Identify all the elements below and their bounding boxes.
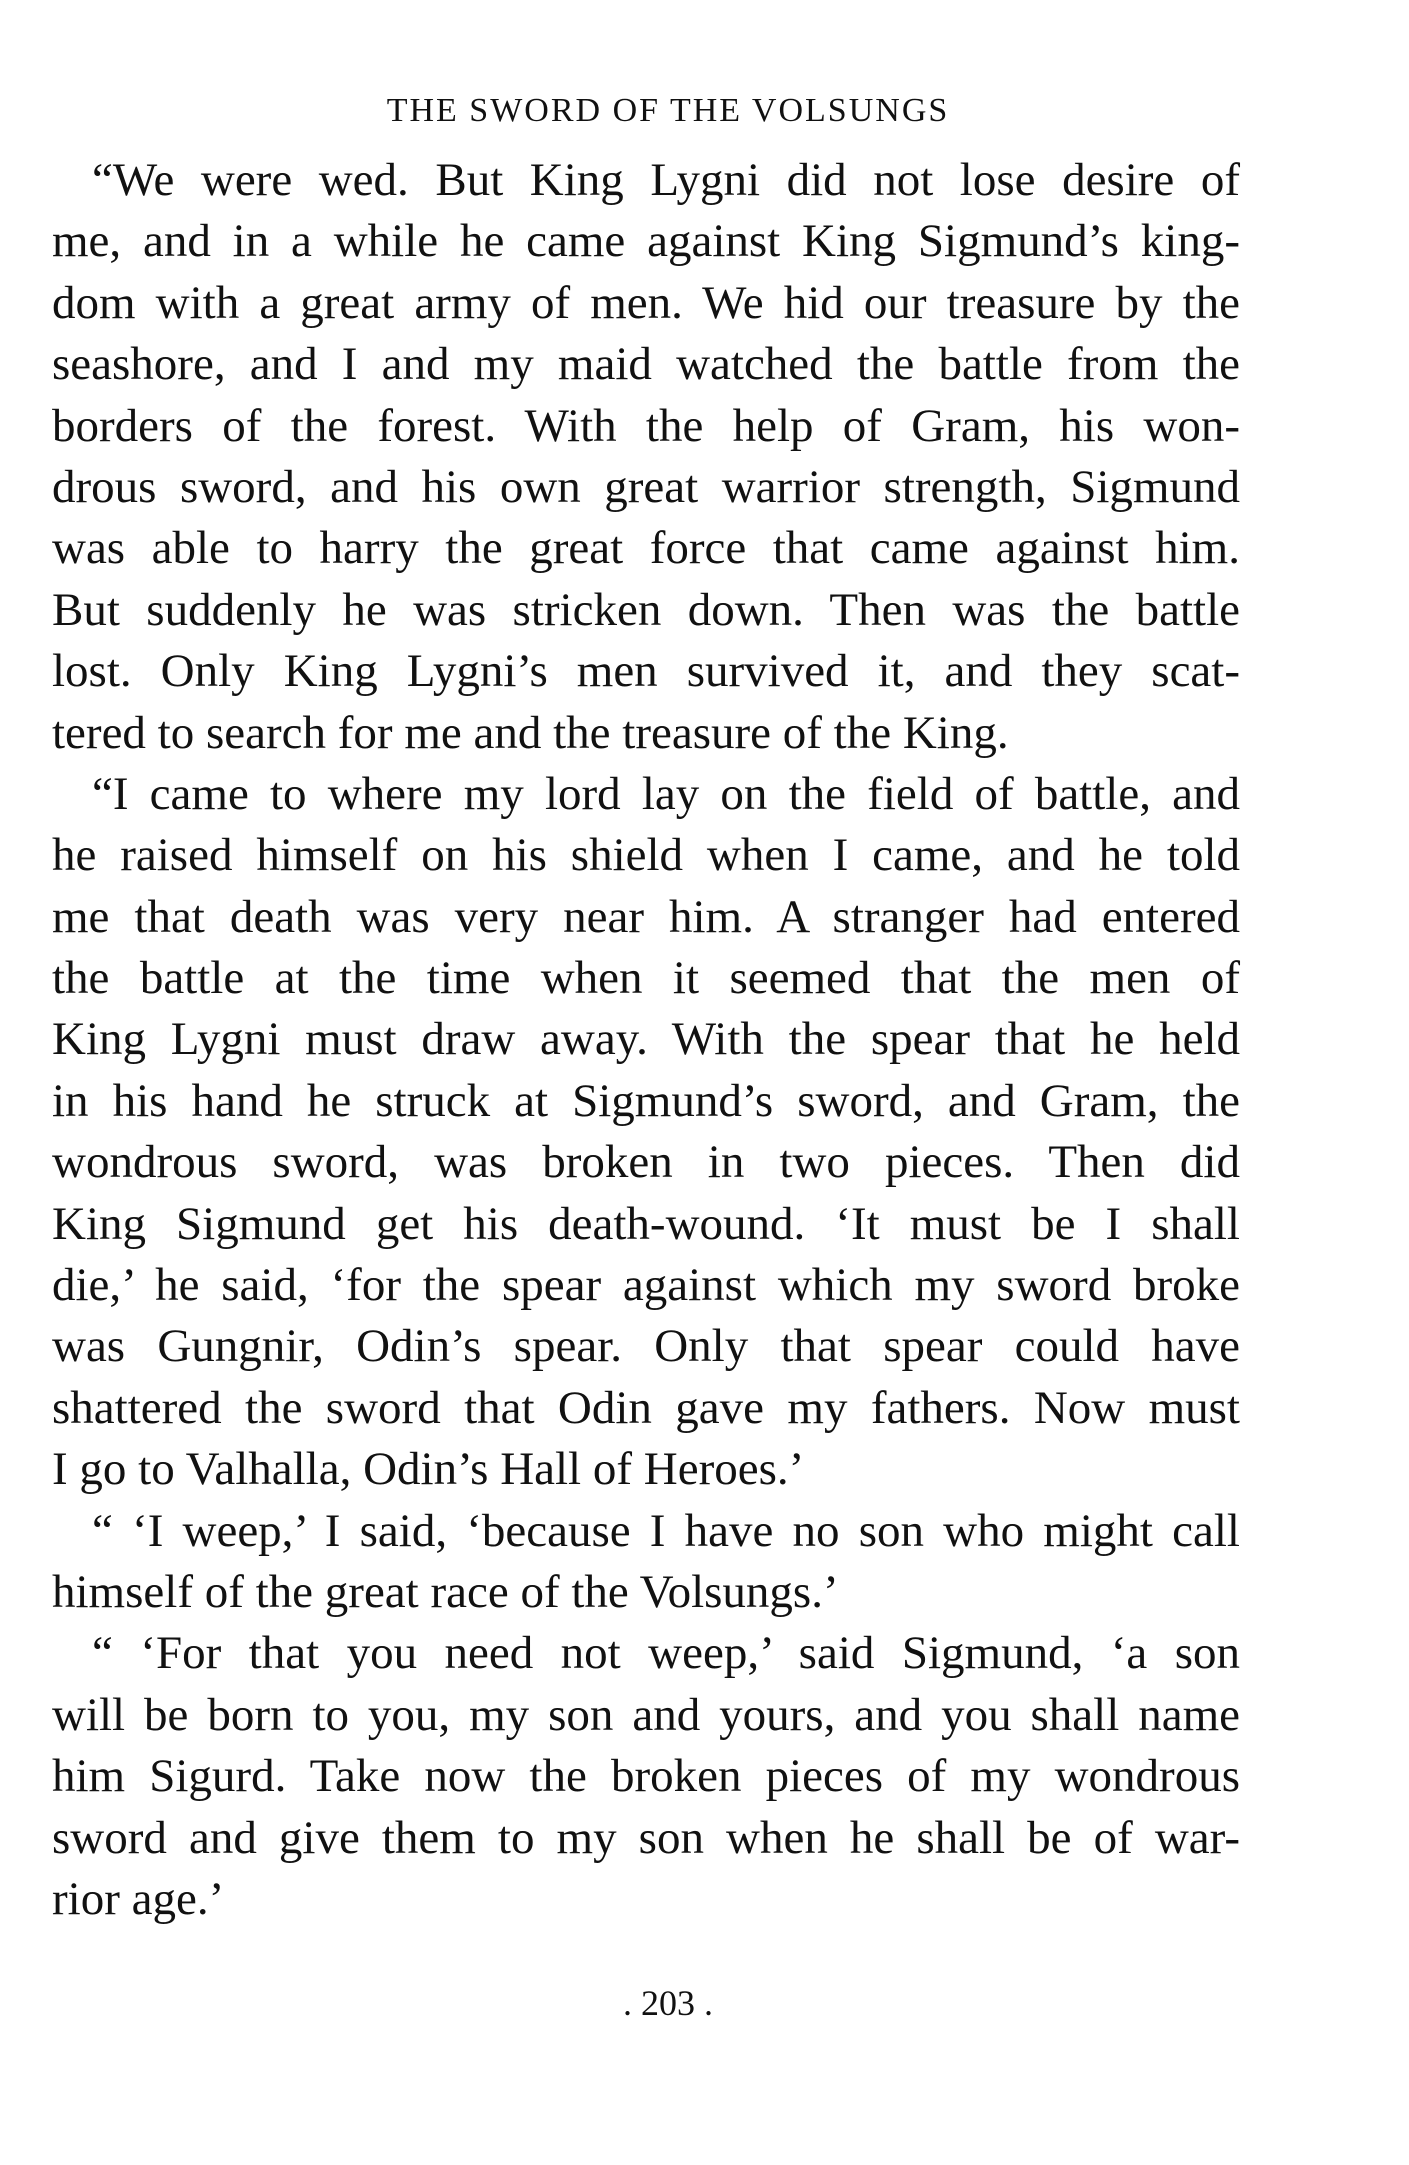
text-line: “We were wed. But King Lygni did not lose desire of [92,154,1240,206]
text-line: borders of the forest. With the help of Gram, his won- [52,399,1240,452]
text-line: shattered the sword that Odin gave my fathers. Now must [52,1381,1240,1434]
text-line: he raised himself on his shield when I came, and he told [52,829,1240,882]
page-number: . 203 . [623,1983,713,2023]
text-line: the battle at the time when it seemed that the men of [52,952,1240,1005]
text-line: will be born to you, my son and yours, and you shall name [52,1688,1240,1741]
text-line: lost. Only King Lygni’s men survived it, and they scat- [52,645,1240,698]
text-line: him Sigurd. Take now the broken pieces of my wondrous [52,1750,1240,1803]
text-line: himself of the great race of the Volsungs.’ [52,1565,839,1618]
text-line: seashore, and I and my maid watched the battle from the [52,338,1240,391]
text-line: I go to Valhalla, Odin’s Hall of Heroes.’ [52,1443,805,1496]
text-line: “ ‘I weep,’ I said, ‘because I have no son who might call [92,1504,1240,1557]
text-line: King Lygni must draw away. With the spear that he held [52,1013,1240,1066]
paragraph-1 [52,150,1240,764]
paragraph-2 [52,764,1240,1501]
paragraph-3 [52,1501,1240,1624]
text-line: “I came to where my lord lay on the field of battle, and [92,767,1240,820]
text-line: King Sigmund get his death-wound. ‘It must be I shall [52,1197,1240,1250]
text-line: rior age.’ [52,1872,225,1925]
text-line: wondrous sword, was broken in two pieces. Then did [52,1136,1240,1189]
text-line: me, and in a while he came against King Sigmund’s king- [52,215,1240,268]
text-line: dom with a great army of men. We hid our treasure by the [52,276,1240,329]
text-line: drous sword, and his own great warrior strength, Sigmund [52,460,1240,513]
text-line: me that death was very near him. A stranger had entered [52,890,1240,943]
text-line: was able to harry the great force that came against him. [52,522,1240,575]
text-line: tered to search for me and the treasure of the King. [52,706,1009,759]
text-line: in his hand he struck at Sigmund’s sword, and Gram, the [52,1074,1240,1127]
paragraph-4 [52,1623,1240,1930]
text-line: “ ‘For that you need not weep,’ said Sigmund, ‘a son [92,1627,1240,1680]
text-line: sword and give them to my son when he shall be of war- [52,1811,1240,1864]
text-line: But suddenly he was stricken down. Then was the battle [52,583,1240,636]
text-line: die,’ he said, ‘for the spear against which my sword broke [52,1259,1240,1312]
running-head: THE SWORD OF THE VOLSUNGS [386,92,950,129]
body-text [52,150,1240,1930]
text-line: was Gungnir, Odin’s spear. Only that spear could have [52,1320,1240,1373]
